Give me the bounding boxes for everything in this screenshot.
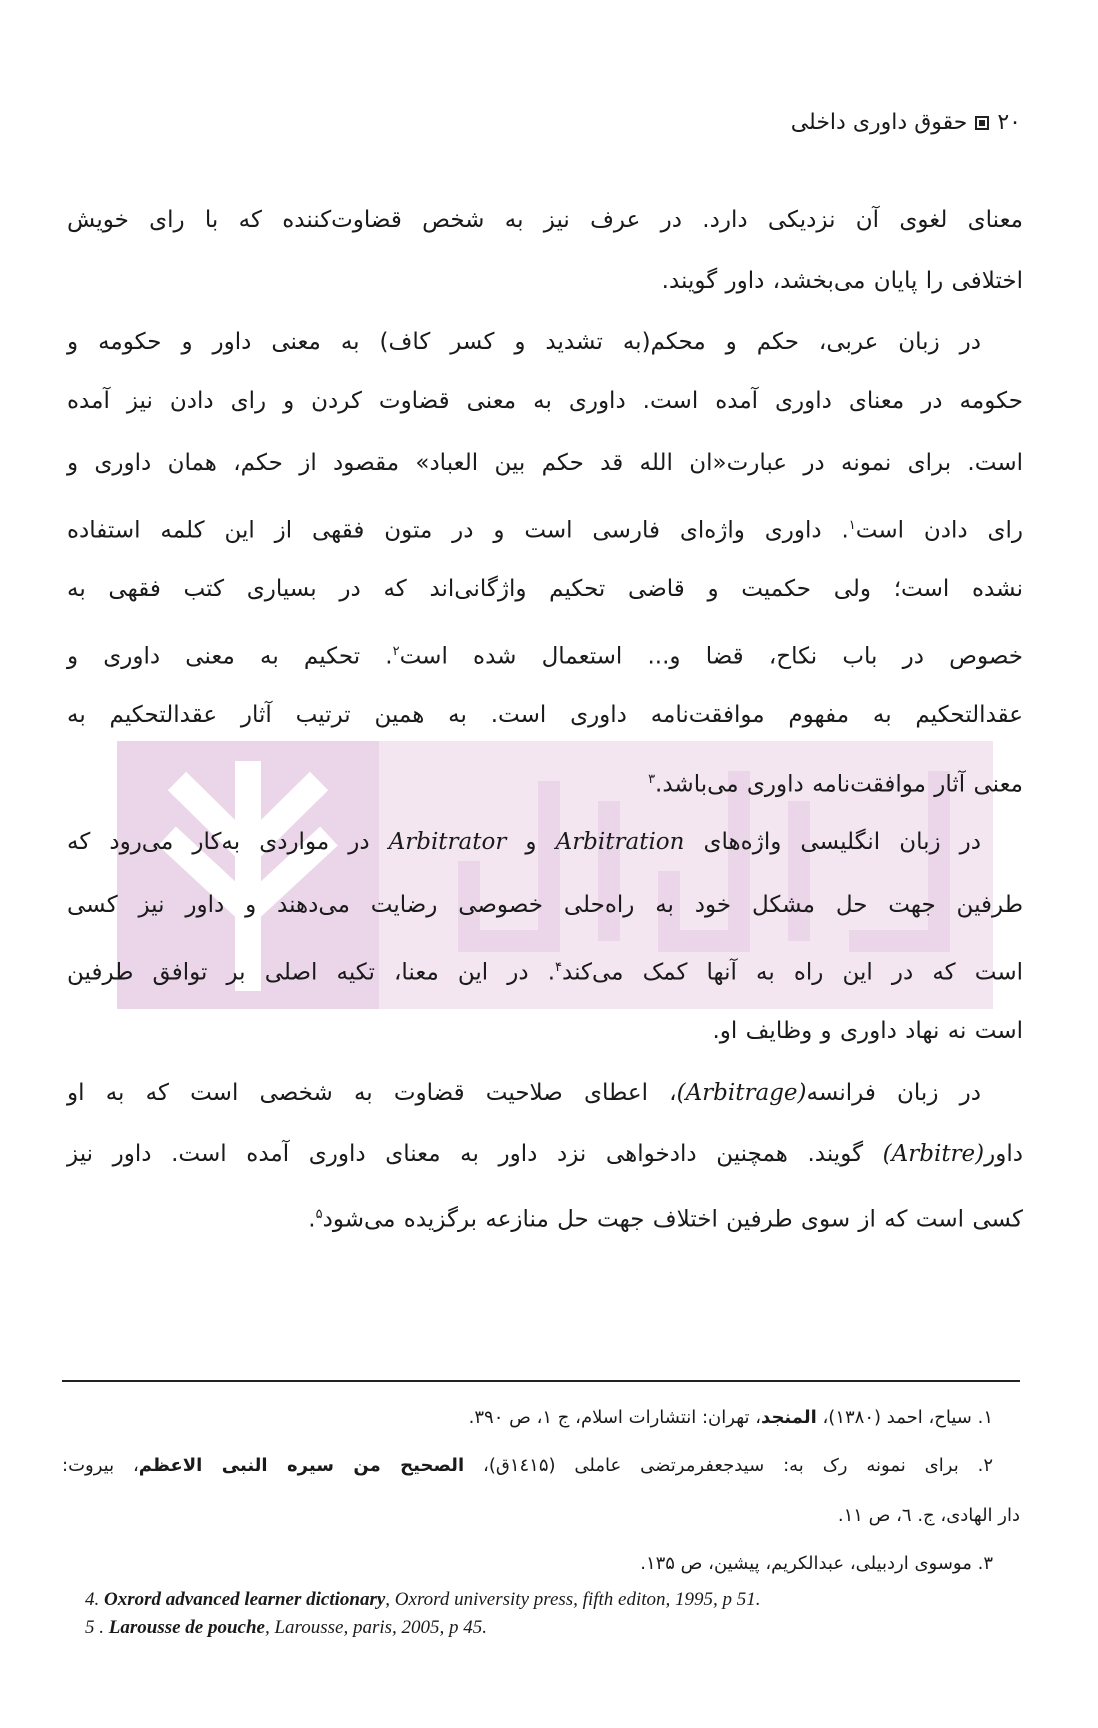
- footnote: [62, 1452, 993, 1480]
- text-run: رای دادن است: [855, 517, 1024, 544]
- text-run: گویند. همچنین دادخواهی نزد داور به معنای داوری آمده است. داور نیز: [67, 1141, 883, 1167]
- text-run: . تحکیم به معنی داوری و: [67, 643, 393, 670]
- text-run: ۱. سیاح، احمد (۱۳۸۰)،: [816, 1407, 993, 1428]
- text-run: معنی آثار موافقت‌نامه داوری می‌باشد.: [655, 771, 1023, 798]
- text-run: داور: [984, 1141, 1023, 1167]
- text-line: [67, 1198, 1023, 1237]
- text-run: در زبان فرانسه: [806, 1080, 981, 1106]
- text-line: [67, 951, 1023, 990]
- footnote: [838, 1502, 1020, 1530]
- running-title: حقوق داوری داخلی: [790, 110, 968, 135]
- foreign-term: Arbitrator: [388, 829, 507, 855]
- text-line: [67, 825, 1023, 859]
- text-run: ، اعطای صلاحیت قضاوت به شخصی است که به او: [67, 1080, 677, 1106]
- text-run: است نه نهاد داوری و وظایف او.: [712, 1018, 1023, 1044]
- bold-title: المنجد: [761, 1407, 817, 1428]
- page-number: ۲۰: [997, 110, 1021, 135]
- running-header: [791, 110, 1021, 135]
- text-line: [67, 446, 1023, 480]
- foreign-term: (Arbitre): [882, 1141, 985, 1167]
- footnote: [85, 1588, 761, 1612]
- text-run: ۲. برای نمونه رک به: سیدجعفرمرتضی عاملی (۱٤۱۵ق)،: [464, 1455, 994, 1476]
- bold-title: Oxrord advanced learner dictionary: [104, 1589, 386, 1610]
- text-run: است. برای نمونه در عبارت«ان الله قد حکم بین العباد» مقصود از حکم، همان داوری و: [67, 450, 1023, 476]
- footnote-marker: ۳: [648, 772, 656, 787]
- footnote: [640, 1550, 993, 1578]
- text-run: خصوص در باب نکاح، قضا و... استعمال شده است: [399, 643, 1023, 670]
- text-run: ، تهران: انتشارات اسلام، ج ۱، ص ۳۹۰.: [468, 1407, 762, 1428]
- text-line: [67, 509, 1023, 548]
- footnote-separator: [62, 1380, 1020, 1382]
- footnote-marker: ۴: [555, 960, 563, 975]
- text-run: در مواردی به‌کار می‌رود که: [67, 829, 389, 855]
- text-run: نشده است؛ ولی حکمیت و قاضی تحکیم واژگانی‌اند که در بسیاری کتب فقهی به: [67, 576, 1023, 602]
- text-line: [67, 264, 1023, 298]
- footnote-marker: ۲: [392, 644, 400, 659]
- text-line: [67, 384, 1023, 418]
- text-line: [67, 325, 1023, 359]
- text-run: حکومه در معنای داوری آمده است. داوری به معنی قضاوت کردن و رای دادن نیز آمده: [67, 388, 1023, 414]
- text-run: . داوری واژه‌ای فارسی است و در متون فقهی از این کلمه استفاده: [67, 517, 849, 544]
- foreign-term: Arbitration: [555, 829, 685, 855]
- text-run: کسی است که از سوی طرفین اختلاف جهت حل منازعه برگزیده می‌شود: [322, 1206, 1023, 1233]
- square-bullet-icon: [975, 116, 989, 130]
- text-run: عقدالتحکیم به مفهوم موافقت‌نامه داوری است. به همین ترتیب آثار عقدالتحکیم به: [67, 702, 1023, 728]
- text-line: [67, 698, 1023, 732]
- text-line: [67, 572, 1023, 606]
- text-line: [67, 1137, 1023, 1171]
- text-line: [67, 888, 1023, 922]
- bold-title: الصحیح من سیره النبی الاعظم: [138, 1455, 465, 1476]
- text-run: طرفین جهت حل مشکل خود به راه‌حلی خصوصی رضایت می‌دهند و داور نیز کسی: [67, 892, 1023, 918]
- text-run: 5 .: [85, 1617, 109, 1638]
- text-line: [67, 203, 1023, 237]
- footnote: [469, 1404, 993, 1432]
- footnote-marker: ۱: [848, 518, 856, 533]
- text-run: .: [308, 1206, 316, 1233]
- text-run: , Oxrord university press, fifth editon, 1995, p 51.: [385, 1589, 761, 1610]
- text-run: 4.: [85, 1589, 104, 1610]
- text-run: , Larousse, paris, 2005, p 45.: [264, 1617, 488, 1638]
- footnote: [85, 1616, 487, 1640]
- text-line: [67, 635, 1023, 674]
- text-run: اختلافی را پایان می‌بخشد، داور گویند.: [661, 268, 1023, 294]
- foreign-term: (Arbitrage): [676, 1080, 807, 1106]
- text-run: . در این معنا، تکیه اصلی بر توافق طرفین: [67, 959, 556, 986]
- text-run: و: [506, 829, 556, 855]
- text-line: [67, 1014, 1023, 1048]
- text-line: [67, 763, 1023, 802]
- text-run: در زبان انگلیسی واژه‌های: [684, 829, 982, 855]
- text-run: دار الهادی، ج. ٦، ص ۱۱.: [837, 1505, 1020, 1526]
- text-run: است که در این راه به آنها کمک می‌کند: [562, 959, 1023, 986]
- footnote-marker: ۵: [315, 1207, 323, 1222]
- text-run: در زبان عربی، حکم و محکم(به تشدید و کسر کاف) به معنی داور و حکومه و: [67, 329, 981, 355]
- bold-title: Larousse de pouche: [108, 1617, 265, 1638]
- text-run: ۳. موسوی اردبیلی، عبدالکریم، پیشین، ص ۱۳۵.: [640, 1553, 993, 1574]
- text-run: معنای لغوی آن نزدیکی دارد. در عرف نیز به شخص قضاوت‌کننده که با رای خویش: [67, 207, 1023, 233]
- text-line: [67, 1076, 1023, 1110]
- text-run: ، بیروت:: [62, 1455, 139, 1476]
